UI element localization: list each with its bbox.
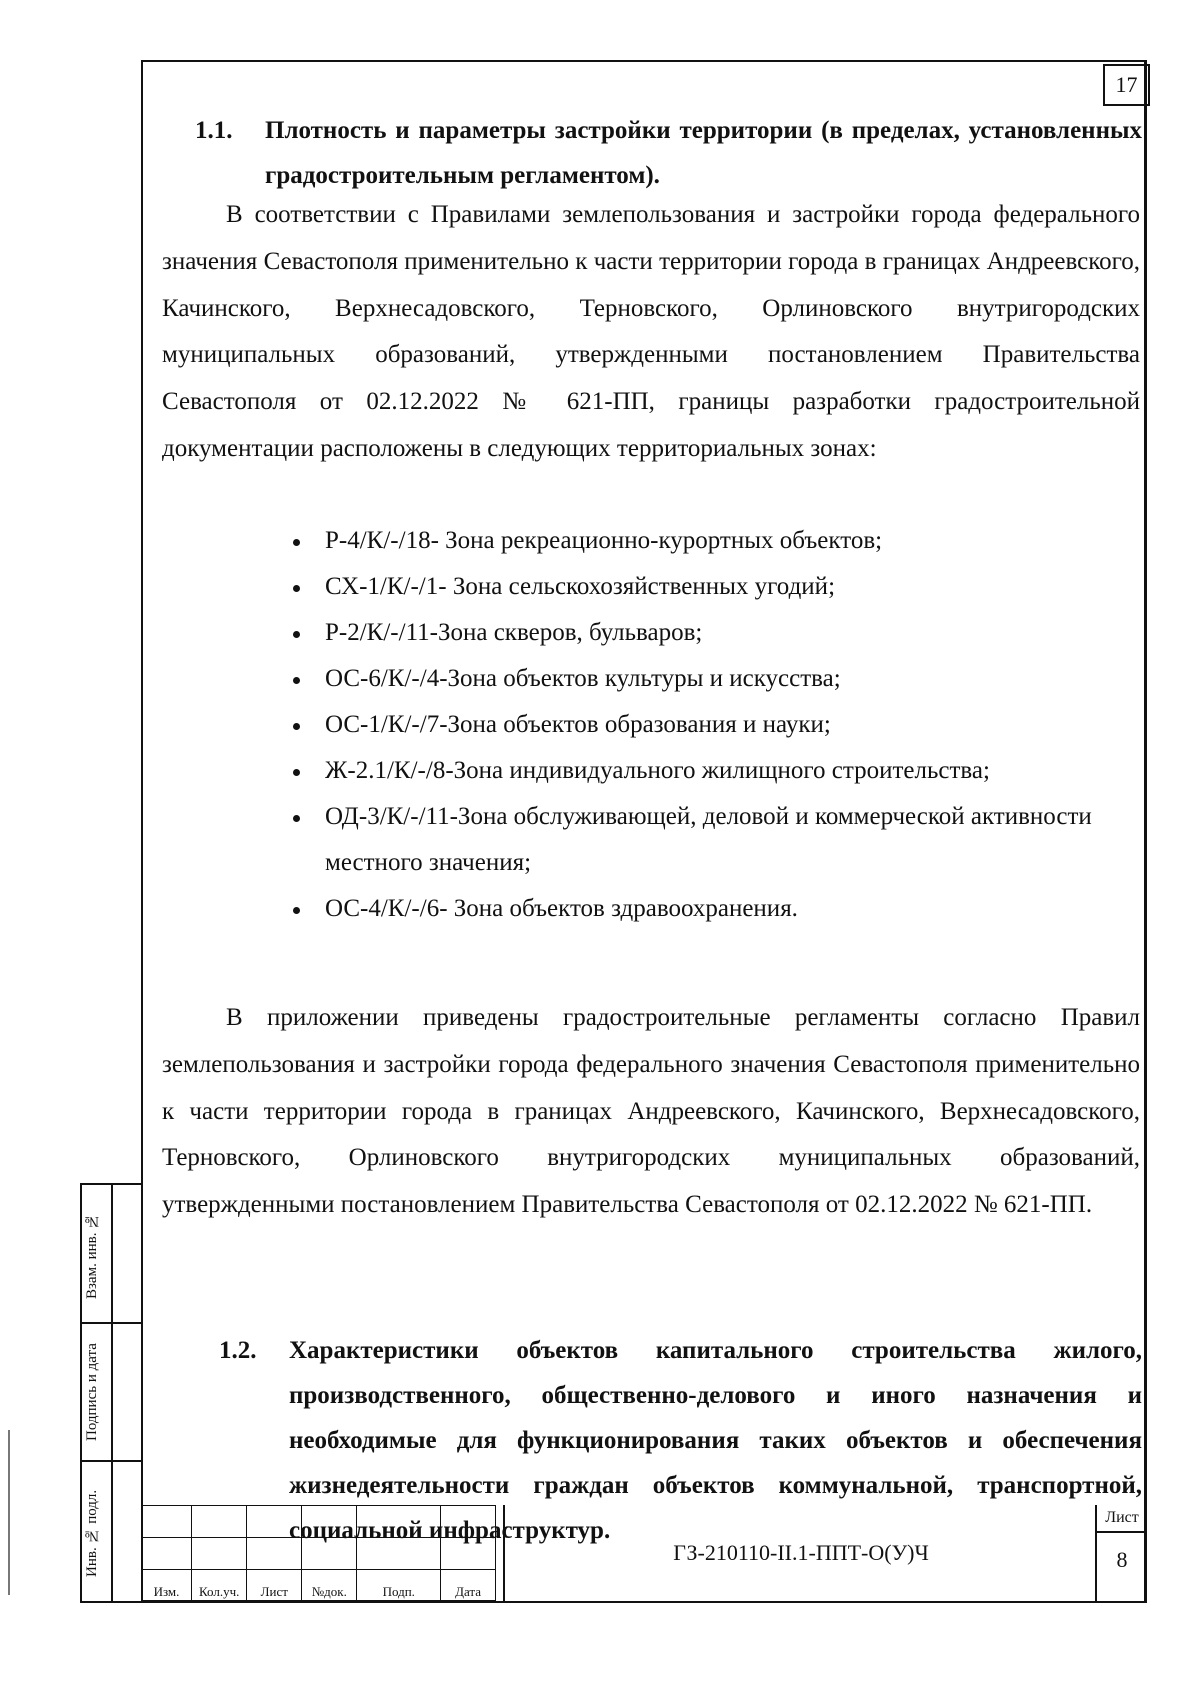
side-label-vzam: Взам. инв. №: [84, 1212, 100, 1299]
stamp-col-kolich: Кол.уч.: [191, 1570, 246, 1601]
section-1-1-heading: [195, 108, 1142, 198]
list-item: ОС-4/К/-/6- Зона объектов здравоохранения.: [296, 886, 1142, 932]
stamp-col-data: Дата: [441, 1570, 496, 1601]
sheet-number: 8: [1116, 1547, 1128, 1572]
list-item: СХ-1/К/-/1- Зона сельскохозяйственных угодий;: [296, 564, 1142, 610]
zones-list: [296, 518, 1142, 932]
section-1-1-paragraph: В соответствии с Правилами землепользования и застройки города федерального значения Севастополя применительно к части территории города в границах Андреевского, Качинского, Верхнесадовского, Терновского, Орлиновского внутригородских муниципальных образований, утвержденными постановлением Правительства Севастополя от 02.12.2022 № 621-ПП, границы разработки градостроительной документации расположены в следующих территориальных зонах:: [162, 201, 1140, 462]
scan-margin-line: [8, 1430, 10, 1595]
title-block: [141, 1505, 1147, 1603]
section-1-1-title: Плотность и параметры застройки территории (в пределах, установленных градостроительным регламентом).: [265, 117, 1142, 189]
side-label-podpis: Подпись и дата: [84, 1343, 100, 1442]
side-stamp: [80, 1183, 141, 1603]
side-label-inv: Инв. № подл.: [84, 1489, 100, 1577]
document-code: ГЗ-210110-II.1-ППТ-О(У)Ч: [503, 1505, 1097, 1601]
section-1-2-number: 1.2.: [219, 1337, 257, 1364]
page-number: 17: [1103, 64, 1150, 106]
stamp-col-ndok: №док.: [302, 1570, 357, 1601]
stamp-col-list: Лист: [247, 1570, 302, 1601]
section-1-1-paragraph-2: В приложении приведены градостроительные регламенты согласно Правил землепользования и застройки города федерального значения Севастополя применительно к части территории города в границах Андреевского, Качинского, Верхнесадовского, Терновского, Орлиновского внутригородских муниципальных образований, утвержденными постановлением Правительства Севастополя от 02.12.2022 № 621-ПП.: [162, 1004, 1140, 1219]
stamp-col-podp: Подп.: [357, 1570, 441, 1601]
list-item: Р-4/К/-/18- Зона рекреационно-курортных объектов;: [296, 518, 1142, 564]
list-item: ОС-6/К/-/4-Зона объектов культуры и искусства;: [296, 656, 1142, 702]
list-item: ОД-3/К/-/11-Зона обслуживающей, деловой и коммерческой активности местного значения;: [296, 794, 1142, 886]
list-item: Р-2/К/-/11-Зона скверов, бульваров;: [296, 610, 1142, 656]
revision-table: [141, 1505, 496, 1601]
section-1-1-number: 1.1.: [195, 117, 233, 144]
sheet-label: Лист: [1097, 1505, 1147, 1533]
stamp-col-izm: Изм.: [142, 1570, 192, 1601]
list-item: ОС-1/К/-/7-Зона объектов образования и науки;: [296, 702, 1142, 748]
list-item: Ж-2.1/К/-/8-Зона индивидуального жилищного строительства;: [296, 748, 1142, 794]
section-1-2-title: Характеристики объектов капитального строительства жилого, производственного, общественно-делового и иного назначения и необходимые для функционирования таких объектов и обеспечения жизнедеятельности граждан объектов коммунальной, транспортной, социальной инфраструктур.: [289, 1337, 1142, 1544]
sheet-box: [1095, 1505, 1147, 1601]
